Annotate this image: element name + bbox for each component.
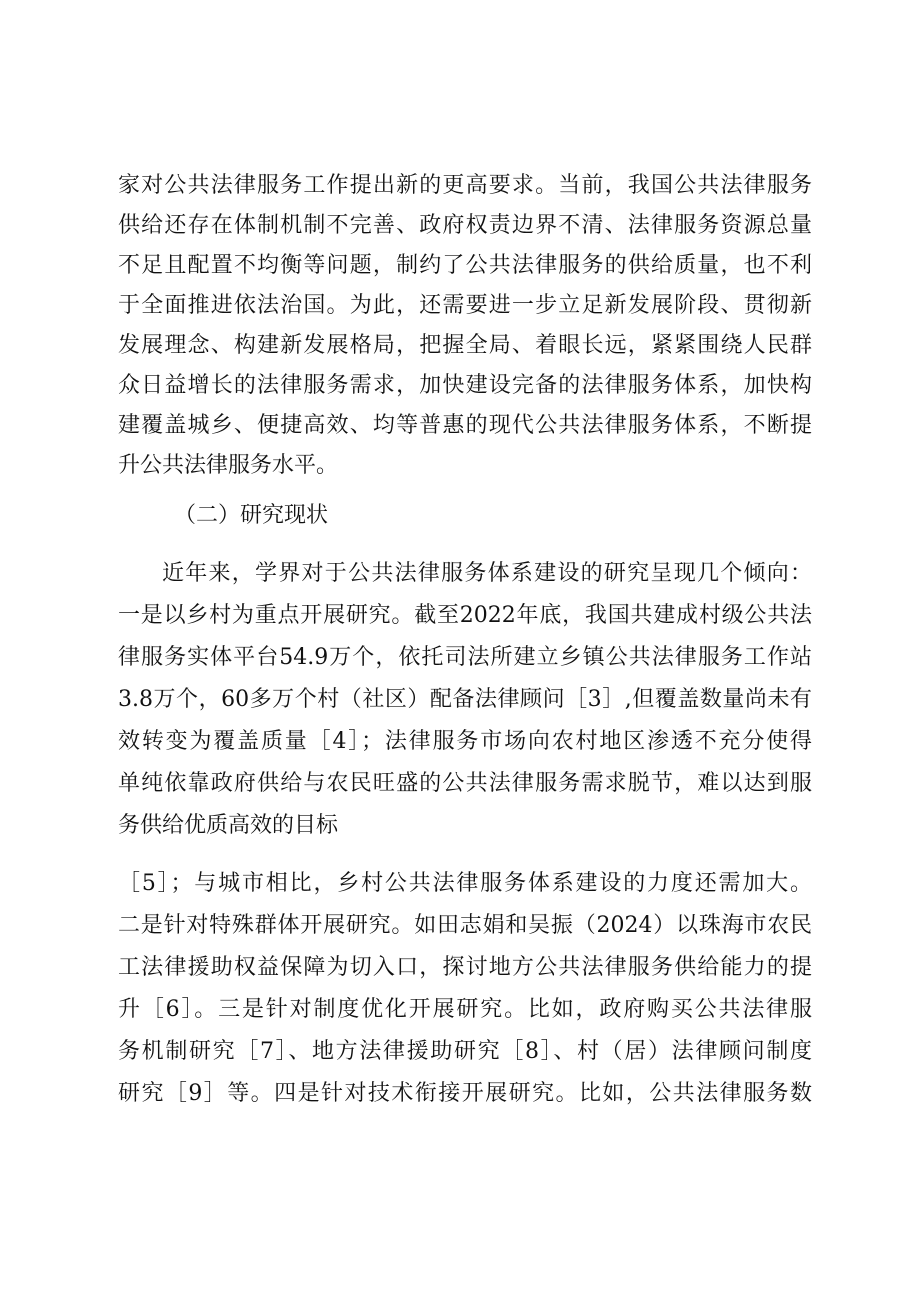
- paragraph-line-8: 升公共法律服务水平。: [118, 453, 339, 478]
- paragraph-line-19: 升［6］。三是针对制度优化开展研究。比如，政府购买公共法律服: [118, 997, 812, 1022]
- paragraph-line-6: 众日益增长的法律服务需求，加快建设完备的法律服务体系，加快构: [118, 373, 812, 398]
- paragraph-line-15: 务供给优质高效的目标: [118, 813, 339, 838]
- paragraph-line-18: 工法律援助权益保障为切入口，探讨地方公共法律服务供给能力的提: [118, 955, 812, 980]
- paragraph-line-5: 发展理念、构建新发展格局，把握全局、着眼长远，紧紧围绕人民群: [118, 333, 812, 358]
- paragraph-line-7: 建覆盖城乡、便捷高效、均等普惠的现代公共法律服务体系，不断提: [118, 413, 812, 438]
- paragraph-line-11: 律服务实体平台54.9万个，依托司法所建立乡镇公共法律服务工作站: [118, 645, 812, 670]
- paragraph-line-14: 单纯依靠政府供给与农民旺盛的公共法律服务需求脱节，难以达到服: [118, 771, 812, 796]
- paragraph-line-3: 不足且配置不均衡等问题，制约了公共法律服务的供给质量，也不利: [118, 253, 812, 278]
- paragraph-line-4: 于全面推进依法治国。为此，还需要进一步立足新发展阶段、贯彻新: [118, 293, 812, 318]
- paragraph-line-13: 效转变为覆盖质量［4］；法律服务市场向农村地区渗透不充分使得: [118, 729, 812, 754]
- paragraph-line-1: 家对公共法律服务工作提出新的更高要求。当前，我国公共法律服务: [118, 173, 812, 198]
- paragraph-line-9: 近年来，学界对于公共法律服务体系建设的研究呈现几个倾向：: [162, 561, 812, 586]
- paragraph-line-12: 3.8万个，60多万个村（社区）配备法律顾问［3］,但覆盖数量尚未有: [118, 687, 812, 712]
- paragraph-line-2: 供给还存在体制机制不完善、政府权责边界不清、法律服务资源总量: [118, 213, 812, 238]
- paragraph-line-21: 研究［9］等。四是针对技术衔接开展研究。比如，公共法律服务数: [118, 1081, 812, 1106]
- section-heading: （二）研究现状: [174, 503, 329, 528]
- paragraph-line-16: ［5］；与城市相比，乡村公共法律服务体系建设的力度还需加大。: [118, 871, 812, 896]
- paragraph-line-10: 一是以乡村为重点开展研究。截至2022年底，我国共建成村级公共法: [118, 603, 812, 628]
- paragraph-line-20: 务机制研究［7］、地方法律援助研究［8］、村（居）法律顾问制度: [118, 1039, 812, 1064]
- paragraph-line-17: 二是针对特殊群体开展研究。如田志娟和吴振（2024）以珠海市农民: [118, 913, 812, 938]
